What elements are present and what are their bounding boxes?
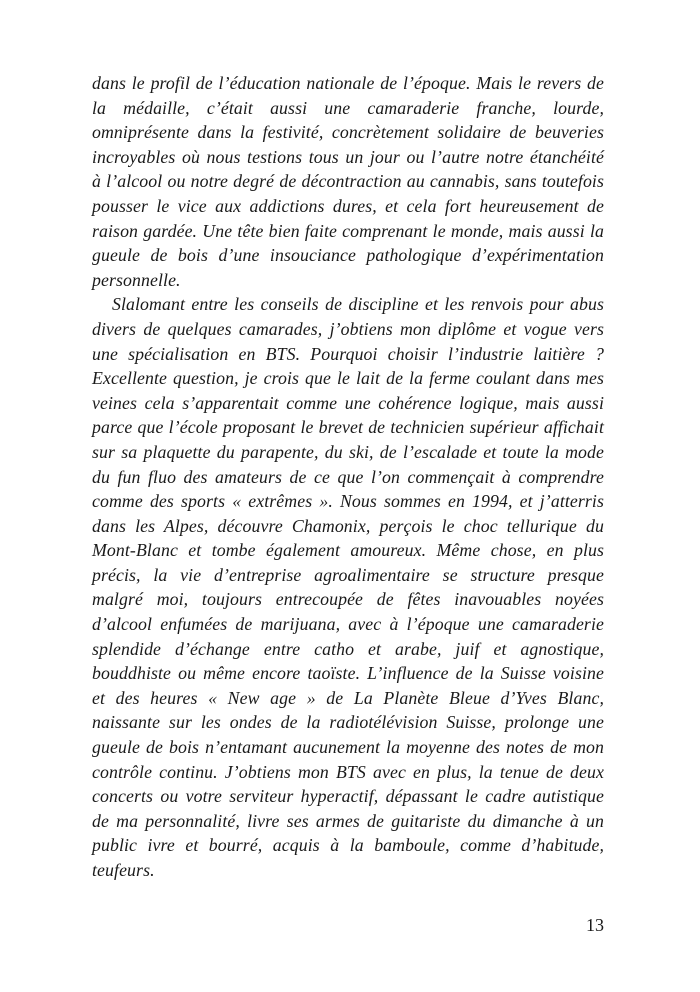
text-line: une spécialisation en BTS. Pourquoi choisir l’industrie laitière ? bbox=[92, 343, 604, 364]
text-line: Excellente question, je crois que le lait de la ferme coulant dans mes bbox=[92, 368, 604, 389]
text-line: Slalomant entre les conseils de discipline et les renvois pour abus bbox=[112, 294, 604, 315]
text-line: sur sa plaquette du parapente, du ski, de l’escalade et toute la mode bbox=[92, 441, 604, 462]
text-line: de ma personnalité, livre ses armes de guitariste du dimanche à un bbox=[92, 810, 604, 831]
text-line: à l’alcool ou notre degré de décontraction au cannabis, sans toutefois bbox=[92, 171, 604, 192]
text-line: public ivre et bourré, acquis à la bamboule, comme d’habitude, bbox=[92, 835, 604, 856]
page-number: 13 bbox=[586, 915, 604, 935]
text-block bbox=[92, 71, 604, 883]
text-line: d’alcool enfumées de marijuana, avec à l’époque une camaraderie bbox=[92, 614, 604, 635]
text-line: dans le profil de l’éducation nationale de l’époque. Mais le revers de bbox=[92, 73, 604, 93]
text-line: la médaille, c’était aussi une camaraderie franche, lourde, bbox=[92, 97, 604, 118]
text-line: et des heures « New age » de La Planète Bleue d’Yves Blanc, bbox=[92, 687, 604, 708]
text-line: concerts ou votre serviteur hyperactif, dépassant le cadre autistique bbox=[92, 786, 604, 807]
text-line: bouddhiste ou même encore taoïste. L’influence de la Suisse voisine bbox=[92, 663, 604, 684]
text-line: incroyables où nous testions tous un jour ou l’autre notre étanchéité bbox=[92, 146, 604, 167]
text-line: gueule de bois d’une insouciance pathologique d’expérimentation bbox=[92, 245, 604, 266]
text-line: Mont-Blanc et tombe également amoureux. Même chose, en plus bbox=[92, 540, 604, 561]
text-line: teufeurs. bbox=[92, 860, 155, 880]
text-line: omniprésente dans la festivité, concrètement solidaire de beuveries bbox=[92, 122, 604, 143]
text-line: raison gardée. Une tête bien faite comprenant le monde, mais aussi la bbox=[92, 220, 604, 241]
text-line: malgré moi, toujours entrecoupée de fêtes inavouables noyées bbox=[92, 589, 604, 610]
text-line: comme des sports « extrêmes ». Nous sommes en 1994, et j’atterris bbox=[92, 491, 604, 512]
text-line: splendide d’échange entre catho et arabe, juif et agnostique, bbox=[92, 638, 604, 659]
text-line: naissante sur les ondes de la radiotélévision Suisse, prolonge une bbox=[92, 712, 604, 733]
text-line: personnelle. bbox=[92, 269, 181, 290]
text-line: divers de quelques camarades, j’obtiens mon diplôme et vogue vers bbox=[92, 318, 604, 339]
text-line: veines cela s’apparentait comme une cohérence logique, mais aussi bbox=[92, 392, 604, 413]
text-line: pousser le vice aux addictions dures, et cela fort heureusement de bbox=[92, 195, 604, 216]
text-line: contrôle continu. J’obtiens mon BTS avec en plus, la tenue de deux bbox=[92, 761, 604, 782]
text-line: dans les Alpes, découvre Chamonix, perçois le choc tellurique du bbox=[92, 515, 604, 536]
text-line: parce que l’école proposant le brevet de technicien supérieur affichait bbox=[92, 417, 604, 438]
text-line: précis, la vie d’entreprise agroalimentaire se structure presque bbox=[92, 564, 604, 585]
text-line: gueule de bois n’entamant aucunement la moyenne des notes de mon bbox=[92, 737, 604, 758]
text-line: du fun fluo des amateurs de ce que l’on commençait à comprendre bbox=[92, 466, 604, 487]
